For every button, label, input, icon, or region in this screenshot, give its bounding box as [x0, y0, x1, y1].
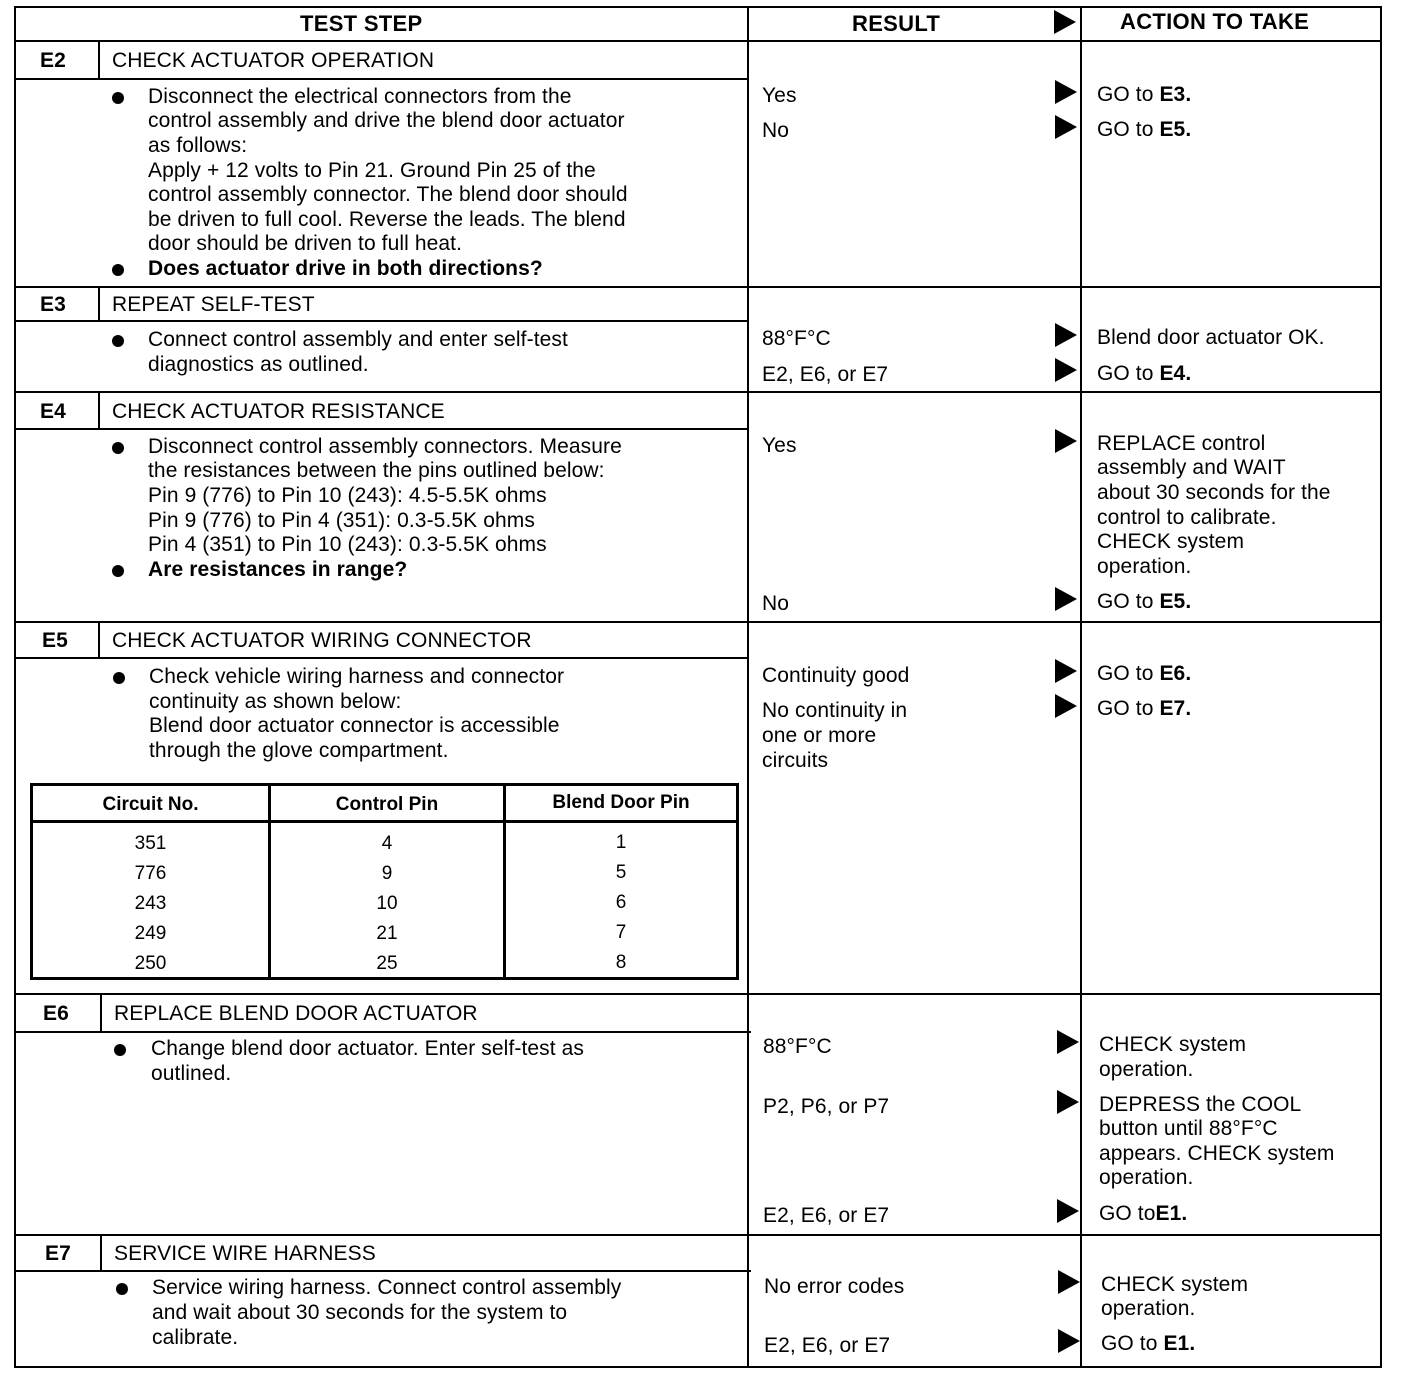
e3-result-1: 88°F°C	[762, 327, 831, 350]
e6-action-2-line: DEPRESS the COOL	[1099, 1093, 1302, 1116]
e6-action-1-line: CHECK system	[1099, 1033, 1247, 1056]
e2-line: be driven to full cool. Reverse the leads. The blend	[148, 208, 626, 231]
e4-action-yes-line: about 30 seconds for the	[1097, 481, 1331, 504]
e5-line: Check vehicle wiring harness and connector	[149, 665, 565, 688]
e7-line: calibrate.	[152, 1326, 239, 1349]
e2-line: control assembly connector. The blend door should	[148, 183, 628, 206]
e7-action-2: GO to E1.	[1101, 1332, 1196, 1355]
e7-code-divider	[100, 1234, 102, 1272]
e2-result-no: No	[762, 119, 790, 142]
circuit-table-cell: 6	[615, 892, 627, 913]
e4-line: Pin 9 (776) to Pin 4 (351): 0.3-5.5K ohms	[148, 509, 535, 532]
e5-result-2: No continuity in	[762, 699, 908, 722]
action-column-divider	[1080, 6, 1082, 1368]
e4-code: E4	[40, 400, 66, 423]
e4-question: Are resistances in range?	[148, 558, 408, 581]
e5-line: continuity as shown below:	[149, 690, 402, 713]
circuit-table-cell: 1	[615, 832, 627, 853]
e5-result-1: Continuity good	[762, 664, 910, 687]
e2-bullet-icon	[112, 264, 124, 276]
arrow-icon	[1055, 587, 1077, 611]
section-divider	[14, 391, 1382, 393]
e6-bullet-icon	[114, 1044, 126, 1056]
circuit-table-cell: 776	[134, 863, 167, 884]
section-divider	[14, 993, 1382, 995]
e4-title-bottom	[14, 428, 749, 430]
e6-title-bottom	[14, 1031, 751, 1033]
e4-action-yes-line: CHECK system	[1097, 530, 1245, 553]
e6-action-3: GO toE1.	[1099, 1202, 1188, 1225]
circuit-table-header: Control Pin	[335, 794, 439, 815]
e2-code: E2	[40, 49, 66, 72]
e6-title: REPLACE BLEND DOOR ACTUATOR	[114, 1002, 478, 1025]
circuit-table	[30, 783, 739, 980]
circuit-table-cell: 4	[381, 833, 393, 854]
e7-line: and wait about 30 seconds for the system to	[152, 1301, 568, 1324]
e6-code: E6	[43, 1002, 69, 1025]
e4-result-yes: Yes	[762, 434, 797, 457]
arrow-icon	[1057, 1090, 1079, 1114]
e7-bullet-icon	[116, 1283, 128, 1295]
e5-title: CHECK ACTUATOR WIRING CONNECTOR	[112, 629, 532, 652]
arrow-icon	[1055, 429, 1077, 453]
circuit-table-cell: 8	[615, 952, 627, 973]
e4-action-yes-line: assembly and WAIT	[1097, 456, 1286, 479]
header-result: RESULT	[852, 11, 941, 36]
circuit-table-cell: 250	[134, 953, 167, 974]
e4-action-yes-line: control to calibrate.	[1097, 506, 1277, 529]
e2-code-divider	[98, 40, 100, 80]
e6-line: Change blend door actuator. Enter self-test as	[151, 1037, 585, 1060]
e2-result-yes: Yes	[762, 84, 797, 107]
e3-line: Connect control assembly and enter self-test	[148, 328, 568, 351]
circuit-table-cell: 10	[376, 893, 398, 914]
header-bottom-border	[14, 40, 1380, 42]
e7-action-1-line: operation.	[1101, 1297, 1196, 1320]
e3-title-bottom	[14, 320, 749, 322]
e7-title-bottom	[14, 1270, 751, 1272]
circuit-table-header-rule	[33, 820, 736, 823]
circuit-table-header: Circuit No.	[102, 794, 199, 815]
e3-title: REPEAT SELF-TEST	[112, 293, 315, 316]
header-action: ACTION TO TAKE	[1120, 9, 1310, 34]
arrow-icon	[1055, 323, 1077, 347]
e3-action-2: GO to E4.	[1097, 362, 1192, 385]
e2-line: as follows:	[148, 134, 248, 157]
e6-line: outlined.	[151, 1062, 232, 1085]
result-column-divider	[747, 6, 749, 1368]
e4-line: the resistances between the pins outlined below:	[148, 459, 605, 482]
e3-bullet-icon	[112, 335, 124, 347]
e2-title-bottom	[14, 78, 749, 80]
table-bottom-border	[14, 1366, 1382, 1368]
arrow-icon	[1058, 1270, 1080, 1294]
e4-bullet-icon	[112, 442, 124, 454]
e6-action-2-line: button until 88°F°C	[1099, 1117, 1278, 1140]
circuit-table-cell: 25	[376, 953, 398, 974]
e2-question: Does actuator drive in both directions?	[148, 257, 543, 280]
e4-result-no: No	[762, 592, 790, 615]
e2-line: door should be driven to full heat.	[148, 232, 463, 255]
table-right-border	[1380, 6, 1382, 1368]
header-test-step: TEST STEP	[300, 11, 423, 36]
circuit-table-cell: 351	[134, 833, 167, 854]
e6-result-3: E2, E6, or E7	[763, 1204, 890, 1227]
e2-line: Apply + 12 volts to Pin 21. Ground Pin 25 of the	[148, 159, 596, 182]
table-left-border	[14, 6, 16, 1368]
e6-action-2-line: appears. CHECK system	[1099, 1142, 1335, 1165]
e3-action-1: Blend door actuator OK.	[1097, 326, 1325, 349]
e5-code: E5	[42, 629, 68, 652]
e4-code-divider	[98, 391, 100, 430]
arrow-icon	[1055, 358, 1077, 382]
arrow-icon	[1055, 694, 1077, 718]
e7-line: Service wiring harness. Connect control assembly	[152, 1276, 622, 1299]
header-arrow-icon	[1054, 10, 1076, 34]
e6-action-1-line: operation.	[1099, 1058, 1194, 1081]
e5-code-divider	[98, 621, 100, 659]
e2-action-no: GO to E5.	[1097, 118, 1192, 141]
e2-line: Disconnect the electrical connectors from the	[148, 85, 572, 108]
arrow-icon	[1058, 1329, 1080, 1353]
e6-action-2-line: operation.	[1099, 1166, 1194, 1189]
e7-result-1: No error codes	[764, 1275, 905, 1298]
e4-bullet-icon	[112, 565, 124, 577]
arrow-icon	[1055, 115, 1077, 139]
circuit-table-cell: 9	[381, 863, 393, 884]
e6-result-2: P2, P6, or P7	[763, 1095, 890, 1118]
arrow-icon	[1057, 1030, 1079, 1054]
e5-action-2: GO to E7.	[1097, 697, 1192, 720]
e4-title: CHECK ACTUATOR RESISTANCE	[112, 400, 445, 423]
e4-line: Pin 9 (776) to Pin 10 (243): 4.5-5.5K ohms	[148, 484, 547, 507]
e7-result-2: E2, E6, or E7	[764, 1334, 891, 1357]
e7-action-1-line: CHECK system	[1101, 1273, 1249, 1296]
circuit-table-cell: 7	[615, 922, 627, 943]
circuit-table-cell: 243	[134, 893, 167, 914]
e7-code: E7	[45, 1242, 71, 1265]
e5-line: through the glove compartment.	[149, 739, 449, 762]
e4-line: Pin 4 (351) to Pin 10 (243): 0.3-5.5K ohms	[148, 533, 547, 556]
e5-bullet-icon	[113, 672, 125, 684]
circuit-table-cell: 249	[134, 923, 167, 944]
circuit-table-cell: 5	[615, 862, 627, 883]
e5-result-2: circuits	[762, 749, 829, 772]
section-divider	[14, 1234, 1382, 1236]
e4-action-yes-line: operation.	[1097, 555, 1192, 578]
e4-action-no: GO to E5.	[1097, 590, 1192, 613]
e3-result-2: E2, E6, or E7	[762, 363, 889, 386]
e3-line: diagnostics as outlined.	[148, 353, 369, 376]
e5-line: Blend door actuator connector is accessible	[149, 714, 560, 737]
e5-result-2: one or more	[762, 724, 877, 747]
arrow-icon	[1057, 1199, 1079, 1223]
e4-line: Disconnect control assembly connectors. Measure	[148, 435, 622, 458]
e7-title: SERVICE WIRE HARNESS	[114, 1242, 376, 1265]
e3-code-divider	[98, 286, 100, 322]
circuit-table-header: Blend Door Pin	[552, 792, 690, 813]
circuit-table-cell: 21	[376, 923, 398, 944]
section-divider	[14, 621, 1382, 623]
e5-action-1: GO to E6.	[1097, 662, 1192, 685]
e5-title-bottom	[14, 657, 749, 659]
e2-bullet-icon	[112, 92, 124, 104]
arrow-icon	[1055, 80, 1077, 104]
e2-action-yes: GO to E3.	[1097, 83, 1192, 106]
e2-line: control assembly and drive the blend door actuator	[148, 109, 625, 132]
table-top-border	[14, 6, 1380, 8]
e3-code: E3	[40, 293, 66, 316]
section-divider	[14, 286, 1382, 288]
arrow-icon	[1055, 659, 1077, 683]
e4-action-yes-line: REPLACE control	[1097, 432, 1266, 455]
e2-title: CHECK ACTUATOR OPERATION	[112, 49, 435, 72]
e6-result-1: 88°F°C	[763, 1035, 832, 1058]
e6-code-divider	[100, 993, 102, 1033]
